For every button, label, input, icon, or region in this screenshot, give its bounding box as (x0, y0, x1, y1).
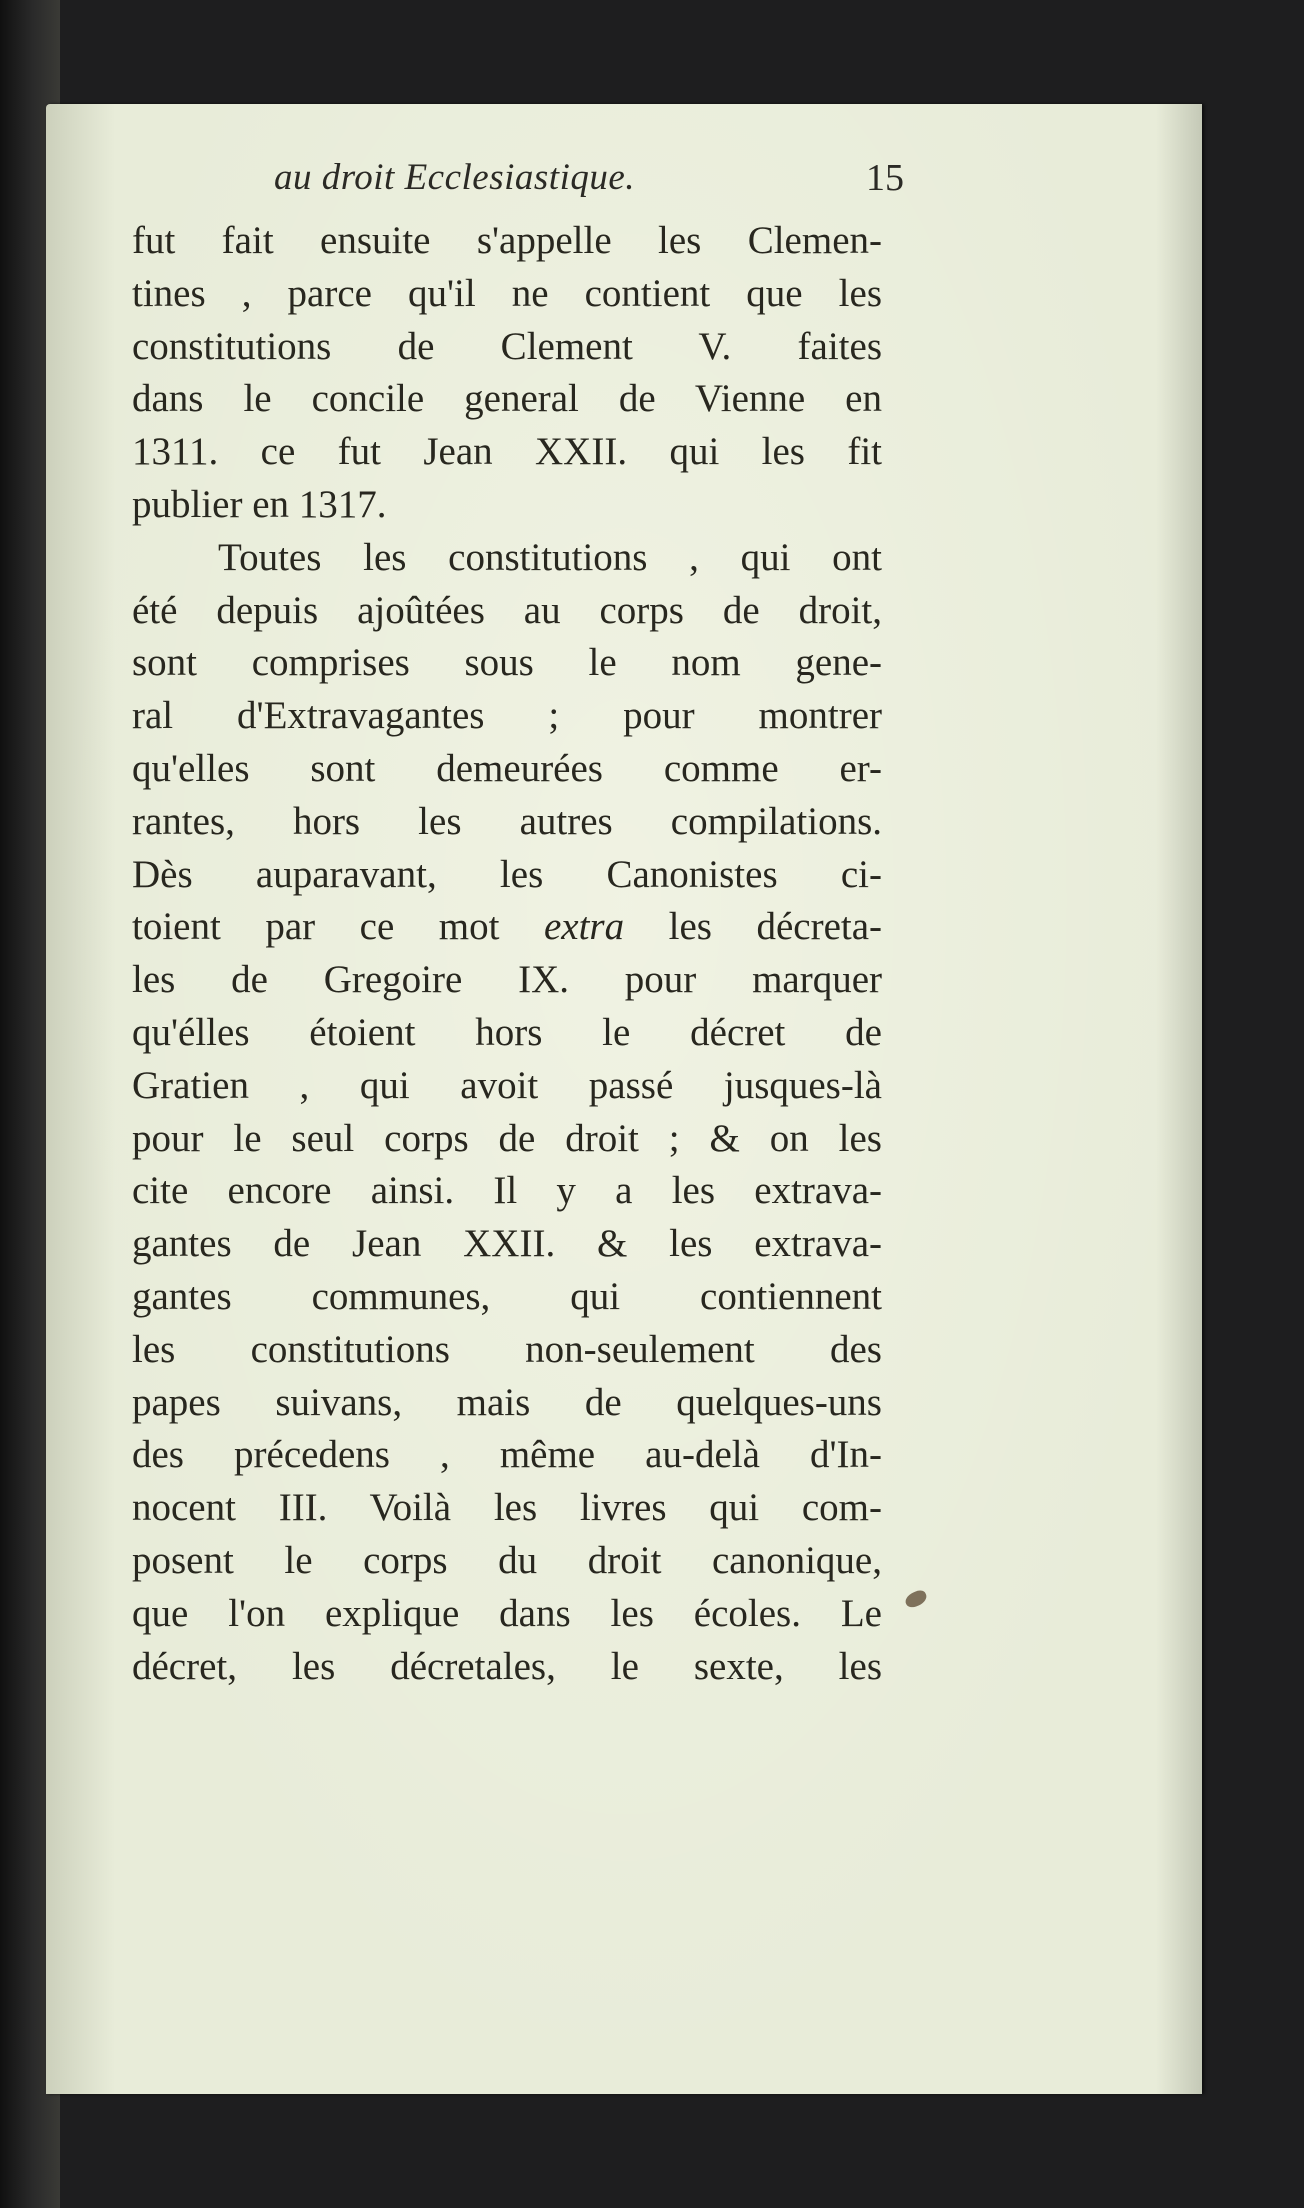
text-line: gantes de Jean XXII. & les extrava- (132, 1222, 882, 1266)
text-line: qu'elles sont demeurées comme er- (132, 746, 882, 790)
text-line-with-italic (132, 901, 882, 954)
text-line: Dès auparavant, les Canonistes ci- (132, 852, 882, 896)
text-line: ral d'Extravagantes ; pour montrer (132, 694, 882, 738)
text-line: papes suivans, mais de quelques-uns (132, 1380, 882, 1424)
text-line: que l'on explique dans les écoles. Le (132, 1591, 882, 1635)
text-line: nocent III. Voilà les livres qui com- (132, 1486, 882, 1530)
page-number: 15 (866, 157, 904, 199)
text-line: dans le concile general de Vienne en (132, 377, 882, 421)
text-line: rantes, hors les autres compilations. (132, 799, 882, 843)
text-segment: les décreta- (668, 905, 883, 949)
paragraph-first-line: Toutes les constitutions , qui ont (218, 535, 882, 579)
italic-word: extra (543, 905, 625, 949)
text-line: pour le seul corps de droit ; & on les (132, 1116, 882, 1160)
text-line: des précedens , même au-delà d'In- (132, 1433, 882, 1477)
body-text (132, 215, 882, 1693)
text-line: gantes communes, qui contiennent (132, 1274, 882, 1318)
text-line: fut fait ensuite s'appelle les Clemen- (132, 219, 882, 262)
text-line: les constitutions non-seulement des (132, 1327, 882, 1371)
text-line: décret, les décretales, le sexte, les (132, 1644, 882, 1688)
running-title: au droit Ecclesiastique. (274, 157, 636, 198)
page-header (234, 156, 904, 216)
text-line: tines , parce qu'il ne contient que les (132, 271, 882, 315)
text-line: constitutions de Clement V. faites (132, 324, 882, 368)
text-segment: toient par ce mot (132, 905, 500, 949)
text-line: 1311. ce fut Jean XXII. qui les fit (132, 430, 882, 474)
text-line: les de Gregoire IX. pour marquer (132, 958, 882, 1002)
text-line: sont comprises sous le nom gene- (132, 641, 882, 685)
text-line: posent le corps du droit canonique, (132, 1538, 882, 1582)
text-line: Gratien , qui avoit passé jusques-là (132, 1063, 882, 1107)
text-line: été depuis ajoûtées au corps de droit, (132, 588, 882, 632)
text-line: publier en 1317. (132, 482, 387, 526)
text-line: cite encore ainsi. Il y a les extrava- (132, 1169, 882, 1213)
text-line: qu'élles étoient hors le décret de (132, 1010, 882, 1054)
